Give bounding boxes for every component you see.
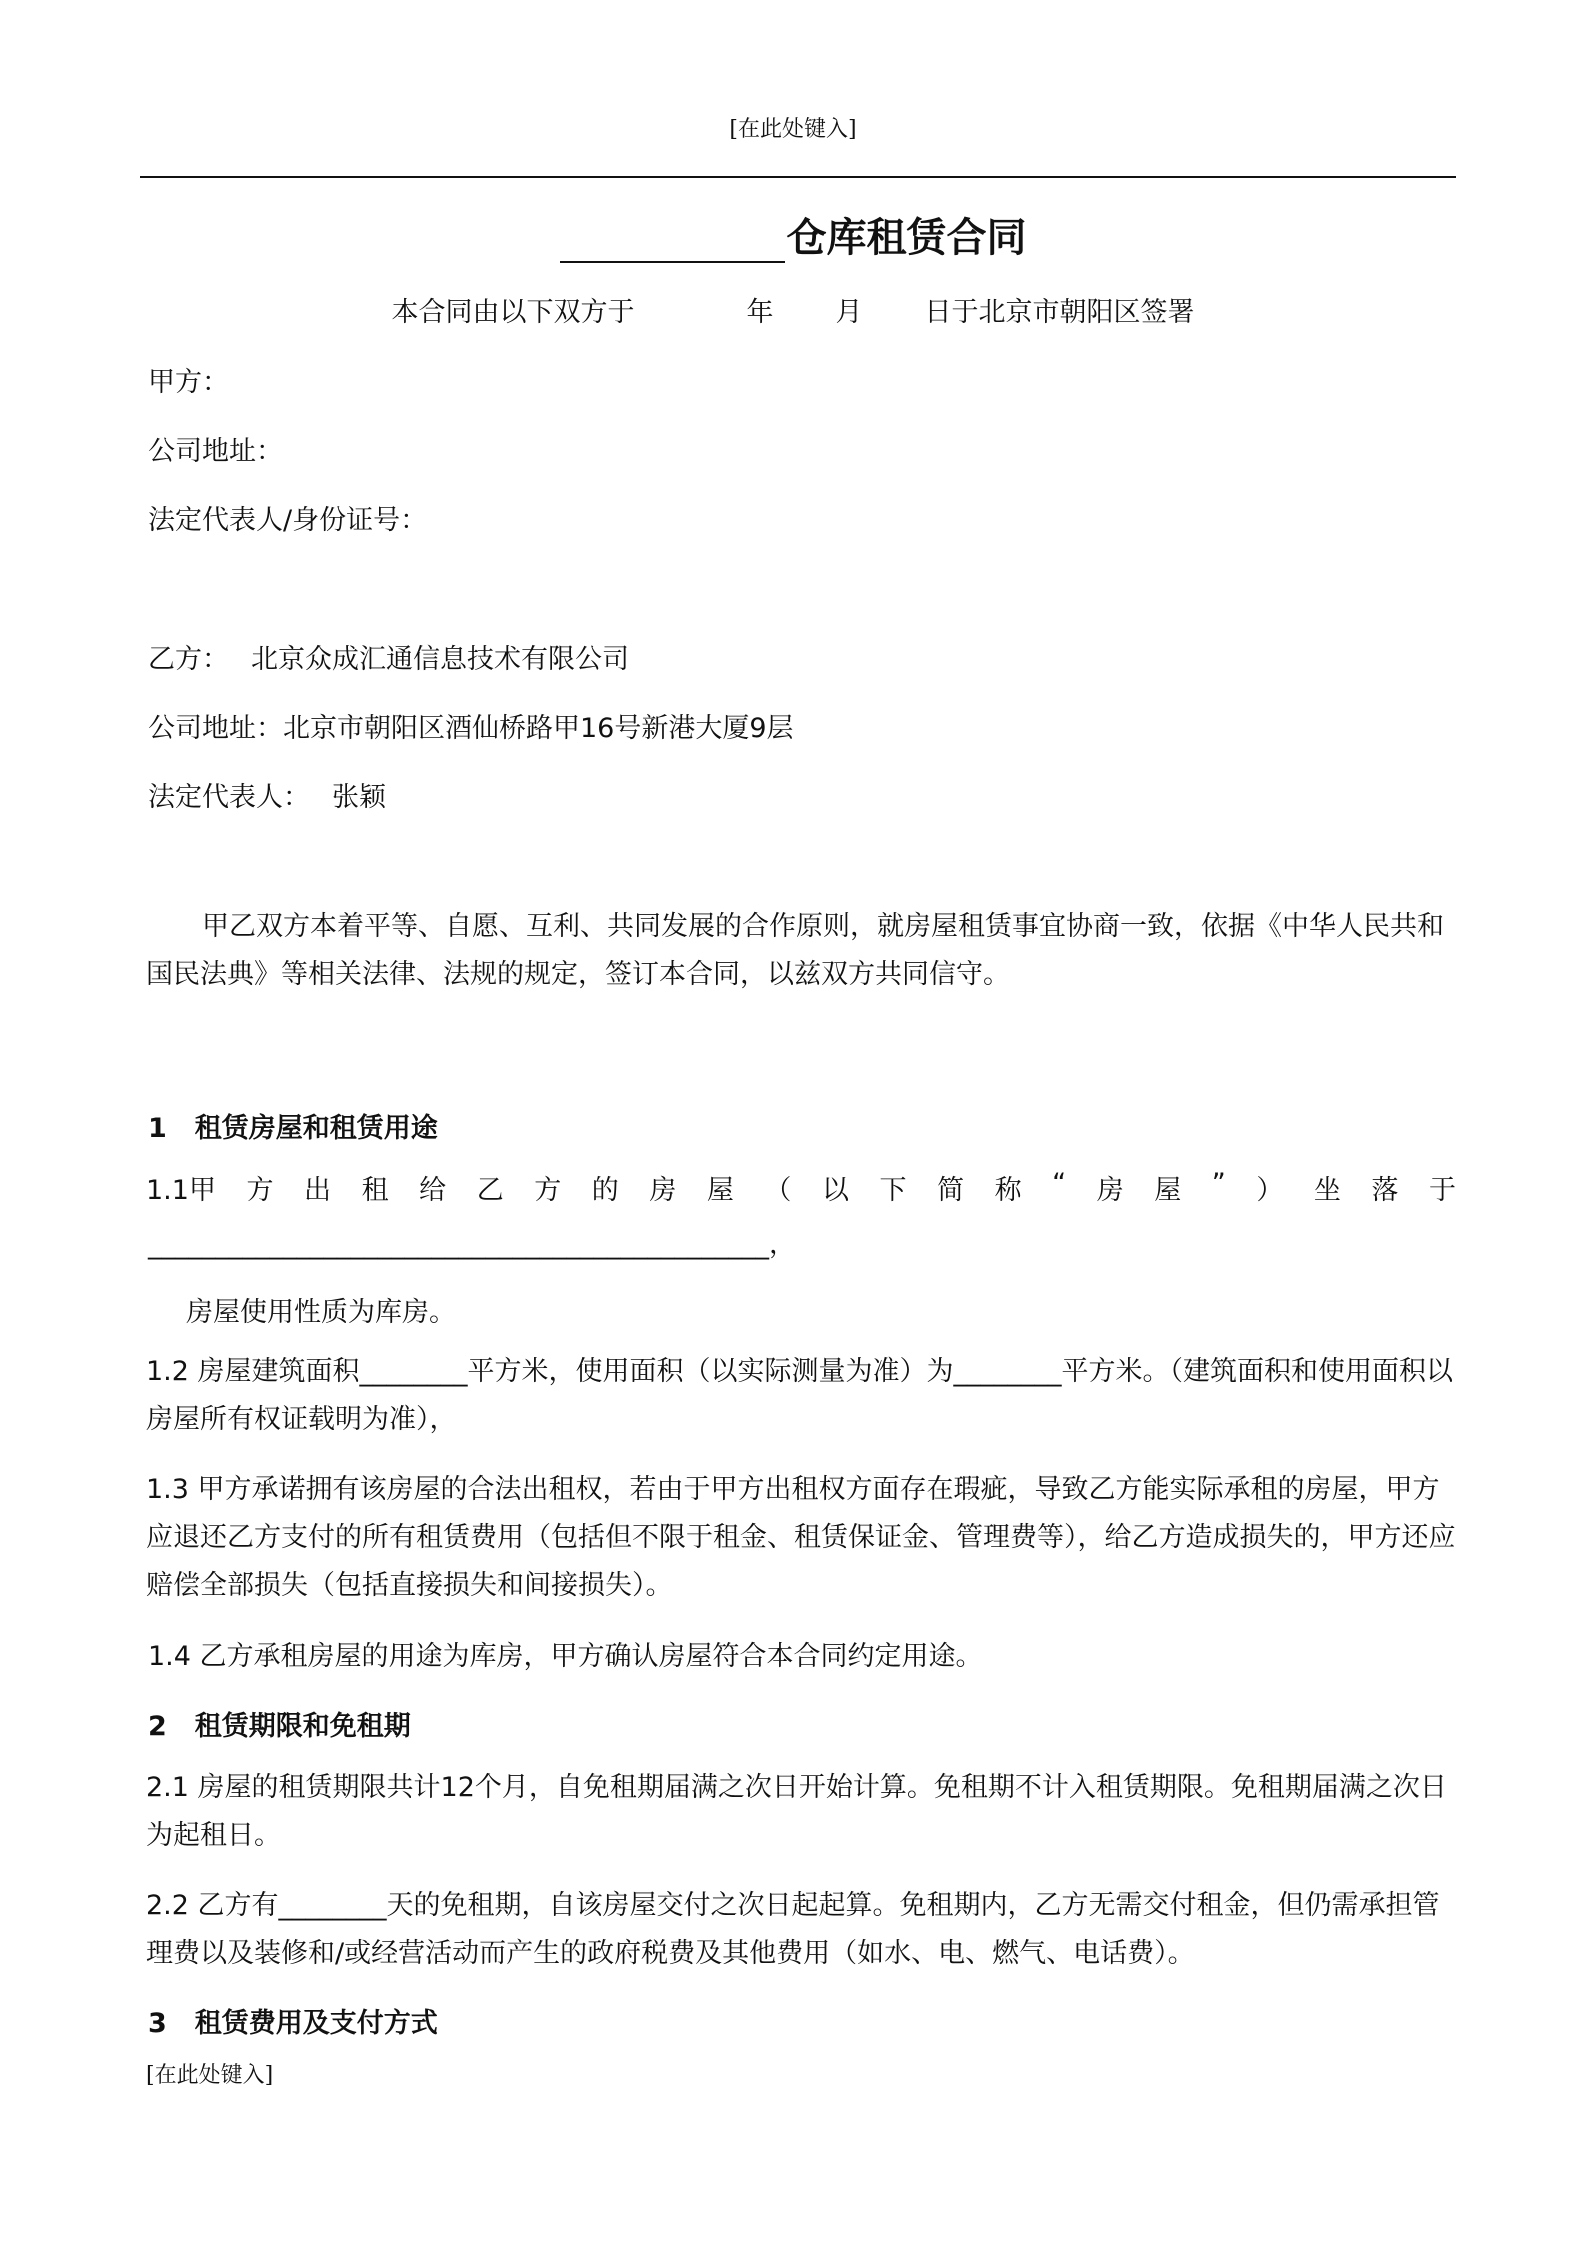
- section3-title: 租赁费用及支付方式: [194, 2008, 438, 2039]
- intro-year: 年: [746, 297, 774, 328]
- clause-1-1-char: 出: [304, 1175, 332, 1206]
- party-b-rep-label: 法定代表人：: [148, 782, 310, 813]
- party-b-name-value: 北京众成汇通信息技术有限公司: [251, 644, 629, 675]
- section1-heading: [148, 1106, 438, 1145]
- party-b-name: [148, 637, 629, 676]
- intro-line: [0, 290, 1586, 329]
- clause-1-1-char: 落: [1371, 1175, 1399, 1206]
- clause-1-1-char: 以: [821, 1175, 849, 1206]
- party-b-address-value: 北京市朝阳区酒仙桥路甲16号新港大厦9层: [283, 713, 794, 744]
- preamble-paragraph: 甲乙双方本着平等、自愿、互利、共同发展的合作原则，就房屋租赁事宜协商一致，依据《中华人民共和国民法典》等相关法律、法规的规定，签订本合同，以兹双方共同信守。: [146, 911, 1444, 990]
- clause-1-1-char: 屋: [706, 1175, 734, 1206]
- intro-part1: 本合同由以下双方于: [391, 297, 635, 328]
- section1-title: 租赁房屋和租赁用途: [194, 1113, 438, 1144]
- title-blank-line: [560, 221, 785, 263]
- party-b-rep-value: 张颖: [332, 782, 386, 813]
- clause-1-1-char: 于: [1428, 1175, 1456, 1206]
- clause-1-1-char: “: [1052, 1168, 1067, 1199]
- clause-2-2: 2.2 乙方有________天的免租期，自该房屋交付之次日起起算。免租期内，乙方无需交付租金，但仍需承担管理费以及装修和/或经营活动而产生的政府税费及其他费用（如水、电、燃气、电话费）。: [146, 1890, 1440, 1969]
- clause-1-1-char: 房: [1096, 1175, 1124, 1206]
- party-b-address-label: 公司地址：: [148, 713, 283, 744]
- section3-heading: [148, 2001, 438, 2040]
- clause-1-1-char: ”: [1211, 1168, 1226, 1199]
- party-b-name-label: 乙方：: [148, 644, 229, 675]
- clause-1-1-char: 简: [937, 1175, 965, 1206]
- clause-1-1-char: 坐: [1313, 1175, 1341, 1206]
- clause-1-1-line: [146, 1168, 1456, 1207]
- party-a-name-label: 甲方：: [148, 367, 229, 398]
- clause-1-2: 1.2 房屋建筑面积________平方米，使用面积（以实际测量为准）为________平方米。（建筑面积和使用面积以房屋所有权证载明为准），: [146, 1356, 1454, 1435]
- clause-1-1-char: 方: [246, 1175, 274, 1206]
- clause-1-1-char: 给: [419, 1175, 447, 1206]
- clause-1-1-char: ）: [1256, 1175, 1284, 1206]
- title-text: 仓库租赁合同: [786, 215, 1027, 261]
- intro-month: 月: [835, 297, 863, 328]
- clause-1-1-char: 房: [649, 1175, 677, 1206]
- clause-1-1-char: 乙: [476, 1175, 504, 1206]
- section2-heading: [148, 1704, 411, 1743]
- clause-1-1-location-blank: ______________________________________________，: [148, 1229, 796, 1260]
- party-b-address: [148, 706, 794, 745]
- clause-1-1-char: 的: [591, 1175, 619, 1206]
- clause-1-1-char: 租: [361, 1175, 389, 1206]
- clause-1-1-usage: 房屋使用性质为库房。: [186, 1297, 456, 1328]
- section2-title: 租赁期限和免租期: [194, 1711, 411, 1742]
- clause-1-1-char: 1.1甲: [146, 1175, 216, 1206]
- clause-1-1-char: 称: [994, 1175, 1022, 1206]
- clause-1-1-char: （: [764, 1175, 792, 1206]
- clause-1-4: 1.4 乙方承租房屋的用途为库房，甲方确认房屋符合本合同约定用途。: [148, 1641, 983, 1672]
- clause-1-3: 1.3 甲方承诺拥有该房屋的合法出租权，若由于甲方出租权方面存在瑕疵，导致乙方能实际承租的房屋，甲方应退还乙方支付的所有租赁费用（包括但不限于租金、租赁保证金、管理费等），给乙方造成损失的，甲方还应赔偿全部损失（包括直接损失和间接损失）。: [146, 1474, 1456, 1601]
- section3-number: 3: [148, 2008, 167, 2039]
- footer-placeholder[interactable]: [在此处键入]: [146, 2063, 274, 2088]
- clause-1-1-char: 下: [879, 1175, 907, 1206]
- header-divider: [140, 176, 1456, 178]
- party-a-address-label: 公司地址：: [148, 436, 283, 467]
- section2-number: 2: [148, 1711, 167, 1742]
- section1-number: 1: [148, 1113, 167, 1144]
- intro-part2: 日于北京市朝阳区签署: [924, 297, 1195, 328]
- document-title: [0, 206, 1586, 263]
- party-b-rep: [148, 775, 386, 814]
- header-placeholder[interactable]: [在此处键入]: [729, 117, 857, 142]
- party-a-rep-label: 法定代表人/身份证号：: [148, 505, 428, 536]
- clause-2-1: 2.1 房屋的租赁期限共计12个月，自免租期届满之次日开始计算。免租期不计入租赁期限。免租期届满之次日为起租日。: [146, 1772, 1447, 1851]
- clause-1-1-char: 屋: [1154, 1175, 1182, 1206]
- clause-1-1-char: 方: [534, 1175, 562, 1206]
